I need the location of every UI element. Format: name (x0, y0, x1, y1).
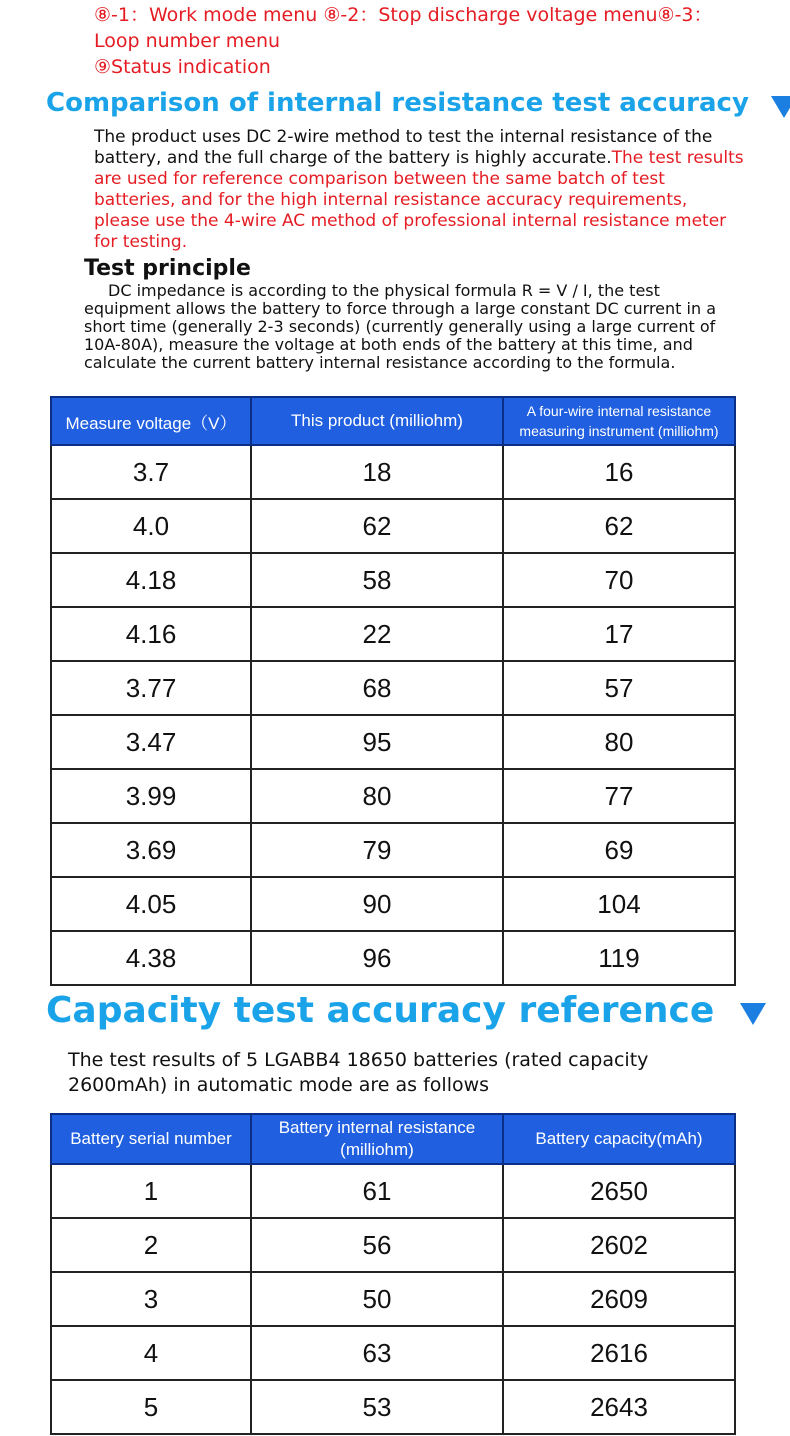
cell-internal-resistance: 61 (251, 1164, 503, 1218)
cell-voltage: 3.69 (51, 823, 251, 877)
cell-four-wire-resistance: 104 (503, 877, 735, 931)
table-row (51, 877, 735, 931)
cell-voltage: 4.0 (51, 499, 251, 553)
table-row (51, 931, 735, 985)
cell-product-resistance: 96 (251, 931, 503, 985)
cell-product-resistance: 95 (251, 715, 503, 769)
cell-serial-number: 3 (51, 1272, 251, 1326)
cell-capacity: 2602 (503, 1218, 735, 1272)
section-title-text: Comparison of internal resistance test accuracy (46, 88, 749, 118)
cell-capacity: 2650 (503, 1164, 735, 1218)
cell-four-wire-resistance: 77 (503, 769, 735, 823)
cell-voltage: 4.05 (51, 877, 251, 931)
table-row (51, 445, 735, 499)
table-row (51, 1218, 735, 1272)
cell-product-resistance: 90 (251, 877, 503, 931)
cell-capacity: 2616 (503, 1326, 735, 1380)
table-row (51, 499, 735, 553)
cell-product-resistance: 62 (251, 499, 503, 553)
table-row (51, 553, 735, 607)
column-header-serial: Battery serial number (51, 1114, 251, 1164)
cell-four-wire-resistance: 62 (503, 499, 735, 553)
capacity-description: The test results of 5 LGABB4 18650 batteries (rated capacity 2600mAh) in automatic mode are as follows (68, 1049, 649, 1096)
table-header-row (51, 397, 735, 445)
resistance-description (94, 127, 744, 253)
table-row (51, 607, 735, 661)
column-header-product: This product (milliohm) (251, 397, 503, 445)
cell-internal-resistance: 53 (251, 1380, 503, 1434)
table-row (51, 1272, 735, 1326)
resistance-comparison-table (50, 396, 736, 986)
table-row (51, 1164, 735, 1218)
menu-notes (94, 2, 754, 80)
triangle-down-icon (740, 1003, 766, 1025)
table-row (51, 661, 735, 715)
cell-four-wire-resistance: 70 (503, 553, 735, 607)
cell-voltage: 4.38 (51, 931, 251, 985)
cell-voltage: 3.7 (51, 445, 251, 499)
description-black: The product uses DC 2-wire method to test the internal resistance of the battery, and the full charge of the battery is highly accurate. (94, 127, 713, 168)
column-header-capacity: Battery capacity(mAh) (503, 1114, 735, 1164)
section-title-capacity (46, 990, 766, 1031)
cell-capacity: 2643 (503, 1380, 735, 1434)
column-header-resistance: Battery internal resistance (milliohm) (251, 1114, 503, 1164)
cell-internal-resistance: 50 (251, 1272, 503, 1326)
cell-serial-number: 4 (51, 1326, 251, 1380)
table-row (51, 1326, 735, 1380)
table-row (51, 1380, 735, 1434)
cell-voltage: 3.47 (51, 715, 251, 769)
cell-voltage: 4.16 (51, 607, 251, 661)
cell-four-wire-resistance: 119 (503, 931, 735, 985)
table-header-row (51, 1114, 735, 1164)
cell-product-resistance: 79 (251, 823, 503, 877)
cell-serial-number: 1 (51, 1164, 251, 1218)
table-row (51, 769, 735, 823)
cell-four-wire-resistance: 16 (503, 445, 735, 499)
cell-four-wire-resistance: 57 (503, 661, 735, 715)
capacity-table (50, 1113, 736, 1435)
column-header-voltage: Measure voltage（V） (51, 397, 251, 445)
table-row (51, 823, 735, 877)
triangle-down-icon (771, 96, 790, 118)
cell-four-wire-resistance: 69 (503, 823, 735, 877)
cell-product-resistance: 68 (251, 661, 503, 715)
cell-product-resistance: 80 (251, 769, 503, 823)
menu-notes-line2: ⑨Status indication (94, 56, 271, 78)
section-title-text: Capacity test accuracy reference (46, 990, 715, 1031)
cell-four-wire-resistance: 17 (503, 607, 735, 661)
cell-product-resistance: 22 (251, 607, 503, 661)
cell-serial-number: 2 (51, 1218, 251, 1272)
description-red-warning: The test results are used for reference comparison between the same batch of test batteries, and for the high internal resistance accuracy requirements, please use the 4-wire AC method of professional internal resistance meter for testing. (94, 148, 744, 252)
cell-voltage: 4.18 (51, 553, 251, 607)
menu-notes-line1: ⑧-1：Work mode menu ⑧-2：Stop discharge voltage menu⑧-3：Loop number menu (94, 4, 713, 52)
cell-voltage: 3.77 (51, 661, 251, 715)
cell-internal-resistance: 56 (251, 1218, 503, 1272)
test-principle-heading: Test principle (84, 256, 251, 281)
cell-product-resistance: 18 (251, 445, 503, 499)
cell-product-resistance: 58 (251, 553, 503, 607)
cell-voltage: 3.99 (51, 769, 251, 823)
section-title-resistance (46, 88, 790, 118)
table-row (51, 715, 735, 769)
cell-internal-resistance: 63 (251, 1326, 503, 1380)
cell-capacity: 2609 (503, 1272, 735, 1326)
cell-serial-number: 5 (51, 1380, 251, 1434)
cell-four-wire-resistance: 80 (503, 715, 735, 769)
column-header-four-wire: A four-wire internal resistance measuring instrument (milliohm) (503, 397, 735, 445)
test-principle-text: DC impedance is according to the physical formula R = V / I, the test equipment allows the battery to force through a large constant DC current in a short time (generally 2-3 seconds) (currently generally using a large current of 10A-80A), measure the voltage at both ends of the battery at this time, and calculate the current battery internal resistance according to the formula. (84, 281, 716, 372)
